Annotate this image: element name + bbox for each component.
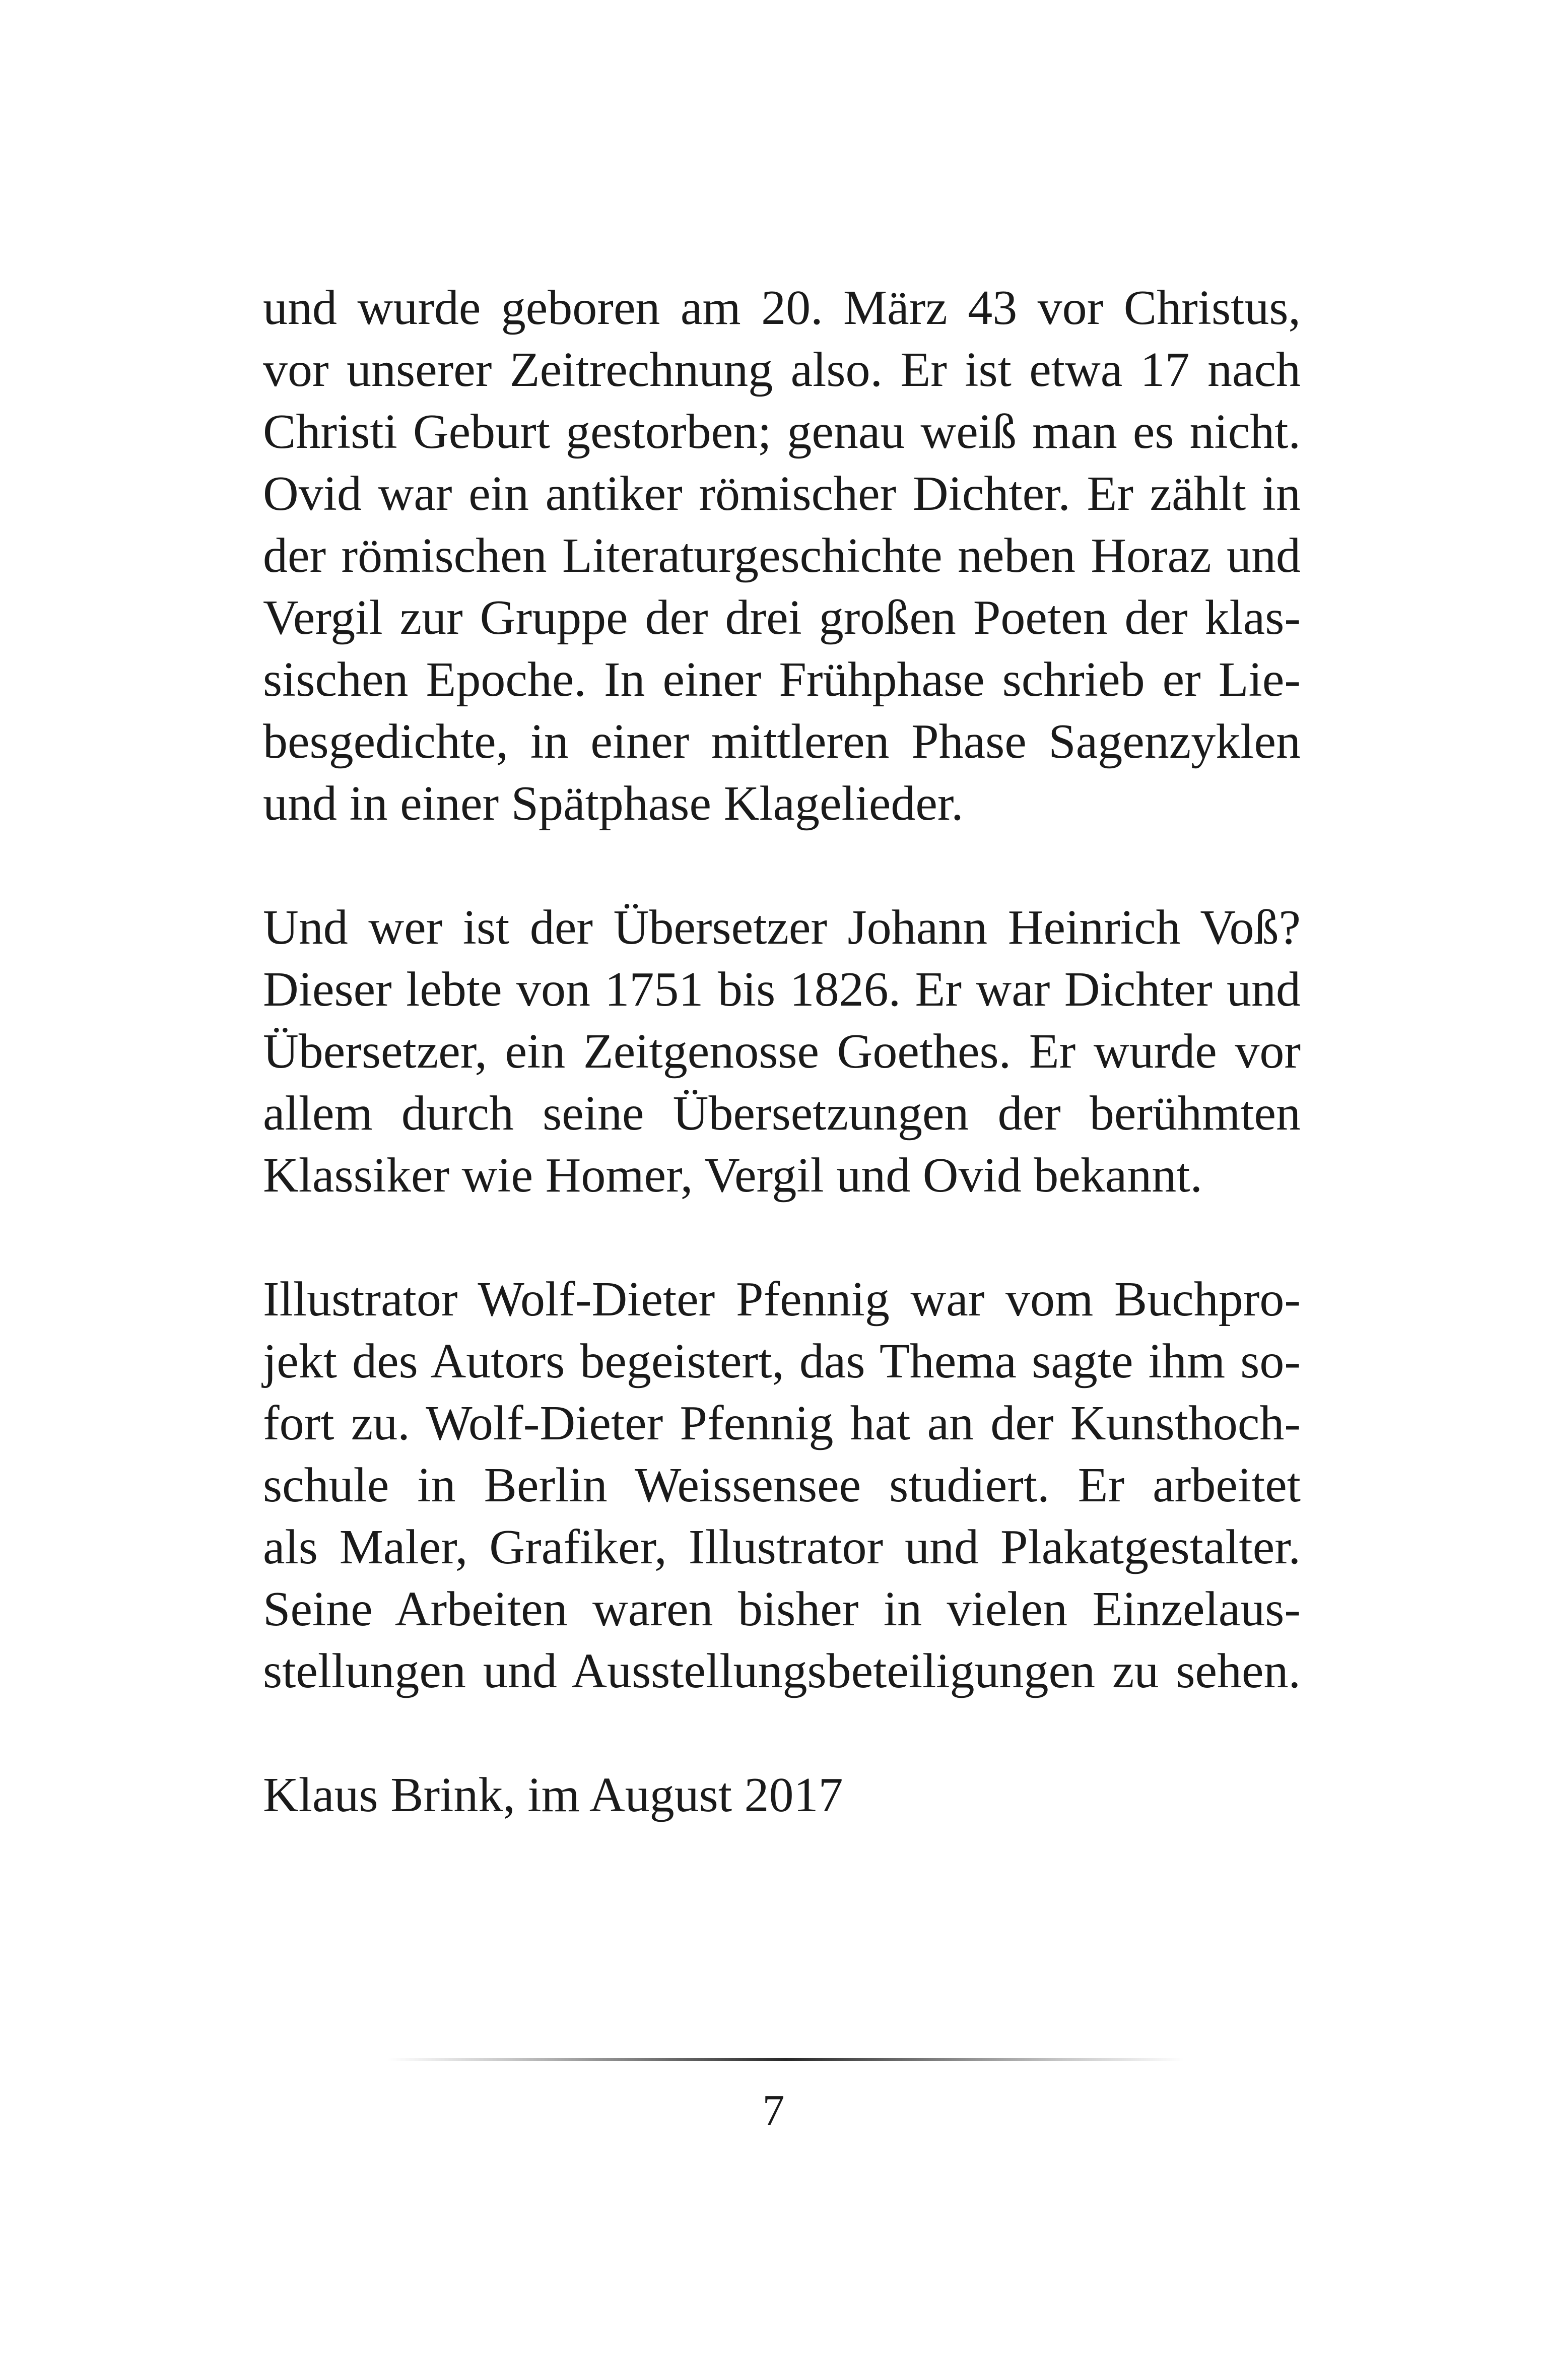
text-line: stellungen und Ausstellungsbeteiligungen zu sehen. bbox=[263, 1644, 1301, 1698]
footer-divider bbox=[388, 2058, 1184, 2061]
paragraph-spacer bbox=[263, 835, 1301, 897]
paragraph-ovid-biography bbox=[263, 277, 1301, 835]
text-line: besgedichte, in einer mittleren Phase Sagenzyklen bbox=[263, 714, 1301, 769]
text-line: allem durch seine Übersetzungen der berühmten bbox=[263, 1086, 1301, 1141]
page-body bbox=[263, 277, 1301, 1826]
text-line: Christi Geburt gestorben; genau weiß man es nicht. bbox=[263, 405, 1301, 459]
text-line: sischen Epoche. In einer Frühphase schrieb er Lie- bbox=[263, 652, 1301, 707]
paragraph-translator bbox=[263, 897, 1301, 1207]
text-line: der römischen Literaturgeschichte neben Horaz und bbox=[263, 528, 1301, 583]
text-line: Seine Arbeiten waren bisher in vielen Einzelaus- bbox=[263, 1582, 1301, 1636]
paragraph-spacer bbox=[263, 1702, 1301, 1764]
text-line: Ovid war ein antiker römischer Dichter. Er zählt in bbox=[263, 467, 1301, 521]
text-line: und in einer Spätphase Klagelieder. bbox=[263, 776, 964, 831]
text-line: Vergil zur Gruppe der drei großen Poeten der klas- bbox=[263, 590, 1301, 645]
page-number: 7 bbox=[762, 2086, 785, 2135]
text-line: fort zu. Wolf-Dieter Pfennig hat an der Kunsthoch- bbox=[263, 1396, 1301, 1450]
paragraph-illustrator bbox=[263, 1269, 1301, 1702]
signature-line: Klaus Brink, im August 2017 bbox=[263, 1768, 843, 1822]
text-line: Klassiker wie Homer, Vergil und Ovid bekannt. bbox=[263, 1148, 1203, 1203]
text-line: Dieser lebte von 1751 bis 1826. Er war Dichter und bbox=[263, 962, 1301, 1017]
text-line: Illustrator Wolf-Dieter Pfennig war vom Buchpro- bbox=[263, 1272, 1301, 1327]
text-line: schule in Berlin Weissensee studiert. Er arbeitet bbox=[263, 1458, 1301, 1512]
text-line: jekt des Autors begeistert, das Thema sagte ihm so- bbox=[263, 1334, 1301, 1389]
text-line: vor unserer Zeitrechnung also. Er ist etwa 17 nach bbox=[263, 343, 1301, 397]
text-line: Übersetzer, ein Zeitgenosse Goethes. Er wurde vor bbox=[263, 1024, 1301, 1079]
text-line: und wurde geboren am 20. März 43 vor Christus, bbox=[263, 281, 1301, 335]
text-line: als Maler, Grafiker, Illustrator und Plakatgestalter. bbox=[263, 1520, 1301, 1574]
paragraph-spacer bbox=[263, 1207, 1301, 1269]
text-line: Und wer ist der Übersetzer Johann Heinrich Voß? bbox=[263, 900, 1301, 955]
paragraph-signature bbox=[263, 1764, 1301, 1826]
